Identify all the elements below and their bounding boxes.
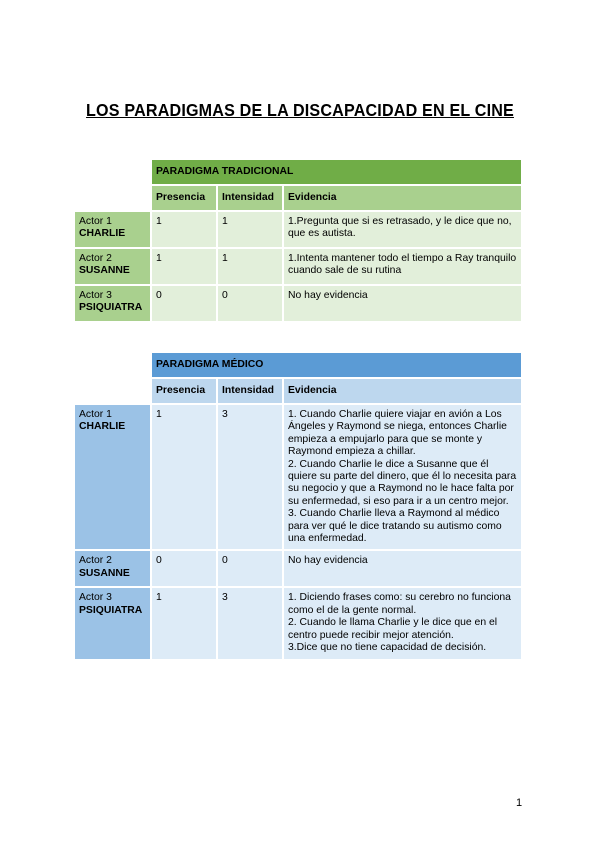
actor-name: CHARLIE (79, 421, 126, 433)
actor-role: Actor 2 (79, 253, 112, 264)
presencia-cell: 0 (152, 551, 216, 586)
presencia-cell: 1 (152, 405, 216, 549)
intensidad-cell: 3 (218, 588, 282, 658)
actor-name: SUSANNE (79, 567, 130, 579)
evidencia-cell: 1. Cuando Charlie quiere viajar en avión a Los Ángeles y Raymond se niega, entonces Charlie empieza a empujarlo para que se monte y Raymond empieza a chillar. 2. Cuando Charlie le dice a Susanne que él quiere su parte del dinero, que él lo necesita para su negocio y que a Raymond no le hace falta por su enfermedad, si eso para ir a un centro mejor. 3. Cuando Charlie lleva a Raymond al médico para ver qué le dice tratando su autismo como una enfermedad. (284, 405, 521, 549)
table-row (75, 212, 521, 247)
intensidad-cell: 3 (218, 405, 282, 549)
table-heading: PARADIGMA TRADICIONAL (152, 160, 521, 184)
actor-role: Actor 2 (79, 555, 112, 567)
presencia-cell: 1 (152, 212, 216, 247)
actor-role: Actor 3 (79, 290, 112, 301)
actor-cell (75, 588, 150, 658)
actor-cell (75, 212, 150, 247)
table-row (75, 405, 521, 549)
actor-name: SUSANNE (79, 265, 130, 277)
evidencia-cell: No hay evidencia (284, 551, 521, 586)
actor-cell (75, 405, 150, 549)
column-header-intensidad: Intensidad (218, 379, 282, 403)
empty-corner (75, 379, 150, 403)
intensidad-cell: 1 (218, 212, 282, 247)
page-number: 1 (516, 797, 523, 809)
table-row (75, 551, 521, 586)
table-row (75, 588, 521, 658)
evidencia-cell: No hay evidencia (284, 286, 521, 321)
evidencia-cell: 1.Intenta mantener todo el tiempo a Ray tranquilo cuando sale de su rutina (284, 249, 521, 284)
column-header-evidencia: Evidencia (284, 186, 521, 210)
actor-cell (75, 551, 150, 586)
presencia-cell: 1 (152, 588, 216, 658)
column-header-intensidad: Intensidad (218, 186, 282, 210)
actor-name: PSIQUIATRA (79, 302, 143, 314)
actor-role: Actor 1 (79, 216, 112, 227)
actor-role: Actor 3 (79, 592, 112, 604)
actor-cell (75, 286, 150, 321)
table-paradigma-medico (73, 351, 523, 661)
evidencia-cell: 1. Diciendo frases como: su cerebro no funciona como el de la gente normal. 2. Cuando le llama Charlie y le dice que en el centro puede recibir mejor atención. 3.Dice que no tiene capacidad de decisión. (284, 588, 521, 658)
actor-role: Actor 1 (79, 409, 112, 420)
intensidad-cell: 0 (218, 551, 282, 586)
actor-name: PSIQUIATRA (79, 604, 143, 616)
table-row (75, 286, 521, 321)
table-paradigma-tradicional (73, 158, 523, 323)
intensidad-cell: 0 (218, 286, 282, 321)
table-heading: PARADIGMA MÉDICO (152, 353, 521, 377)
table-row (75, 249, 521, 284)
column-header-evidencia: Evidencia (284, 379, 521, 403)
column-header-presencia: Presencia (152, 379, 216, 403)
empty-corner (75, 160, 150, 184)
presencia-cell: 1 (152, 249, 216, 284)
empty-corner (75, 353, 150, 377)
actor-name: CHARLIE (79, 228, 126, 240)
column-header-presencia: Presencia (152, 186, 216, 210)
empty-corner (75, 186, 150, 210)
presencia-cell: 0 (152, 286, 216, 321)
document-title: LOS PARADIGMAS DE LA DISCAPACIDAD EN EL CINE (86, 100, 514, 120)
actor-cell (75, 249, 150, 284)
evidencia-cell: 1.Pregunta que si es retrasado, y le dice que no, que es autista. (284, 212, 521, 247)
intensidad-cell: 1 (218, 249, 282, 284)
